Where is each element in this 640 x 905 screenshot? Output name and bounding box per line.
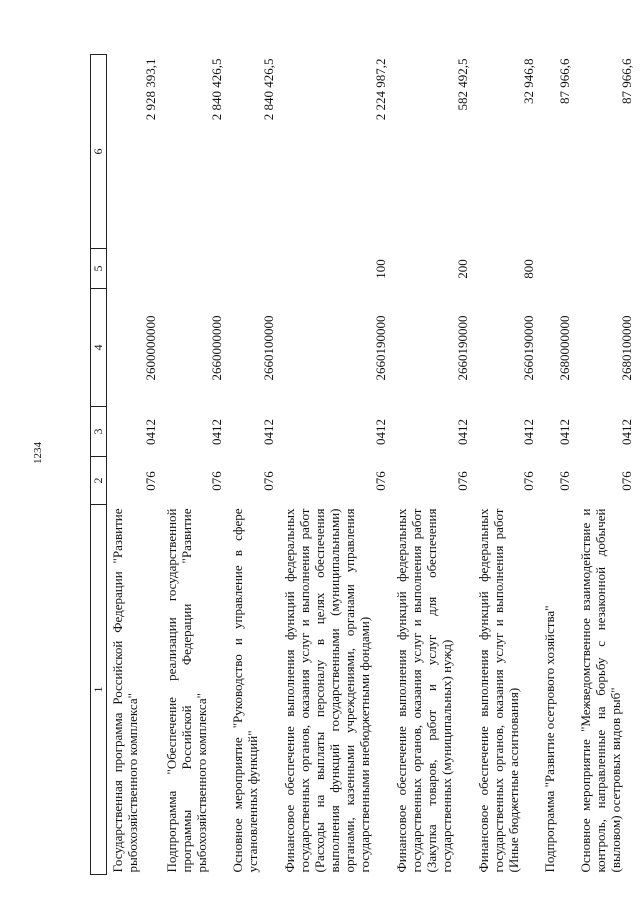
table-row — [391, 55, 473, 875]
row-target-code: 2660190000 — [373, 315, 388, 381]
row-expense-code — [227, 249, 279, 289]
row-name: Финансовое обеспечение выполнения функций федеральных государственных органов, оказания услуг и выполнения работ (Расходы на выплаты персоналу в целях обеспечения выполнения функций государственными (муниципальными) органами, казенными учреждениями, органами управления государственными внебюджетными фондами) — [282, 508, 372, 873]
row-expense-code: 200 — [455, 259, 470, 279]
column-header-amount: 6 — [91, 55, 107, 249]
row-admin-code: 076 — [261, 471, 276, 491]
column-header-admin: 2 — [91, 457, 107, 505]
row-admin-code: 076 — [209, 471, 224, 491]
row-target-code: 2660190000 — [455, 315, 470, 381]
table-row — [575, 55, 637, 875]
row-section-code: 0412 — [557, 419, 572, 445]
row-section-code: 0412 — [455, 419, 470, 445]
row-expense-code — [575, 249, 637, 289]
page-number: 1234 — [32, 442, 44, 464]
row-section-code: 0412 — [521, 419, 536, 445]
row-section-code: 0412 — [209, 419, 224, 445]
row-target-code: 2660100000 — [261, 315, 276, 381]
row-expense-code — [107, 249, 162, 289]
column-header-target: 4 — [91, 289, 107, 407]
column-header-name: 1 — [91, 505, 107, 875]
row-amount: 87 966,6 — [619, 58, 634, 104]
row-target-code: 2680100000 — [619, 315, 634, 381]
row-expense-code: 800 — [521, 259, 536, 279]
row-expense-code — [161, 249, 227, 289]
row-admin-code: 076 — [557, 471, 572, 491]
row-admin-code: 076 — [455, 471, 470, 491]
row-section-code: 0412 — [143, 419, 158, 445]
row-amount: 87 966,6 — [557, 58, 572, 104]
row-target-code: 2600000000 — [143, 315, 158, 381]
table-row — [161, 55, 227, 875]
row-admin-code: 076 — [619, 471, 634, 491]
row-target-code: 2660000000 — [209, 315, 224, 381]
row-name: Основное мероприятие "Межведомственное взаимодействие и контроль, направленные на борьбу с незаконной добычей (выловом) осетровых видов рыб" — [578, 508, 623, 873]
table-row — [473, 55, 539, 875]
table-row — [539, 55, 575, 875]
row-section-code: 0412 — [261, 419, 276, 445]
row-expense-code: 100 — [373, 259, 388, 279]
row-name: Подпрограмма "Обеспечение реализации государственной программы Российской Федерации "Развитие рыбохозяйственного комплекса" — [164, 508, 209, 873]
row-section-code: 0412 — [619, 419, 634, 445]
table-row — [107, 55, 162, 875]
table-row — [227, 55, 279, 875]
row-target-code: 2660190000 — [521, 315, 536, 381]
table-header-row — [91, 55, 107, 875]
row-amount: 582 492,5 — [455, 58, 470, 111]
row-admin-code: 076 — [373, 471, 388, 491]
budget-table — [90, 54, 637, 875]
row-name: Государственная программа Российской Федерации "Развитие рыбохозяйственного комплекса" — [110, 508, 140, 873]
row-name: Финансовое обеспечение выполнения функций федеральных государственных органов, оказания услуг и выполнения работ (Иные бюджетные ассигнования) — [476, 508, 521, 873]
row-name: Основное мероприятие "Руководство и управление в сфере установленных функций" — [230, 508, 260, 873]
row-amount: 2 928 393,1 — [143, 58, 158, 121]
row-amount: 2 840 426,5 — [209, 58, 224, 121]
row-admin-code: 076 — [143, 471, 158, 491]
column-header-section: 3 — [91, 407, 107, 457]
row-section-code: 0412 — [373, 419, 388, 445]
rotated-page-content — [90, 55, 634, 875]
row-amount: 2 224 987,2 — [373, 58, 388, 121]
row-target-code: 2680000000 — [557, 315, 572, 381]
row-amount: 32 946,8 — [521, 58, 536, 104]
table-row — [279, 55, 391, 875]
row-name: Финансовое обеспечение выполнения функций федеральных государственных органов, оказания услуг и выполнения работ (Закупка товаров, работ и услуг для обеспечения государственных (муниципальных) нужд) — [394, 508, 454, 873]
row-amount: 2 840 426,5 — [261, 58, 276, 121]
row-expense-code — [539, 249, 575, 289]
row-admin-code: 076 — [521, 471, 536, 491]
column-header-expense: 5 — [91, 249, 107, 289]
row-name: Подпрограмма "Развитие осетрового хозяйства" — [542, 605, 557, 873]
